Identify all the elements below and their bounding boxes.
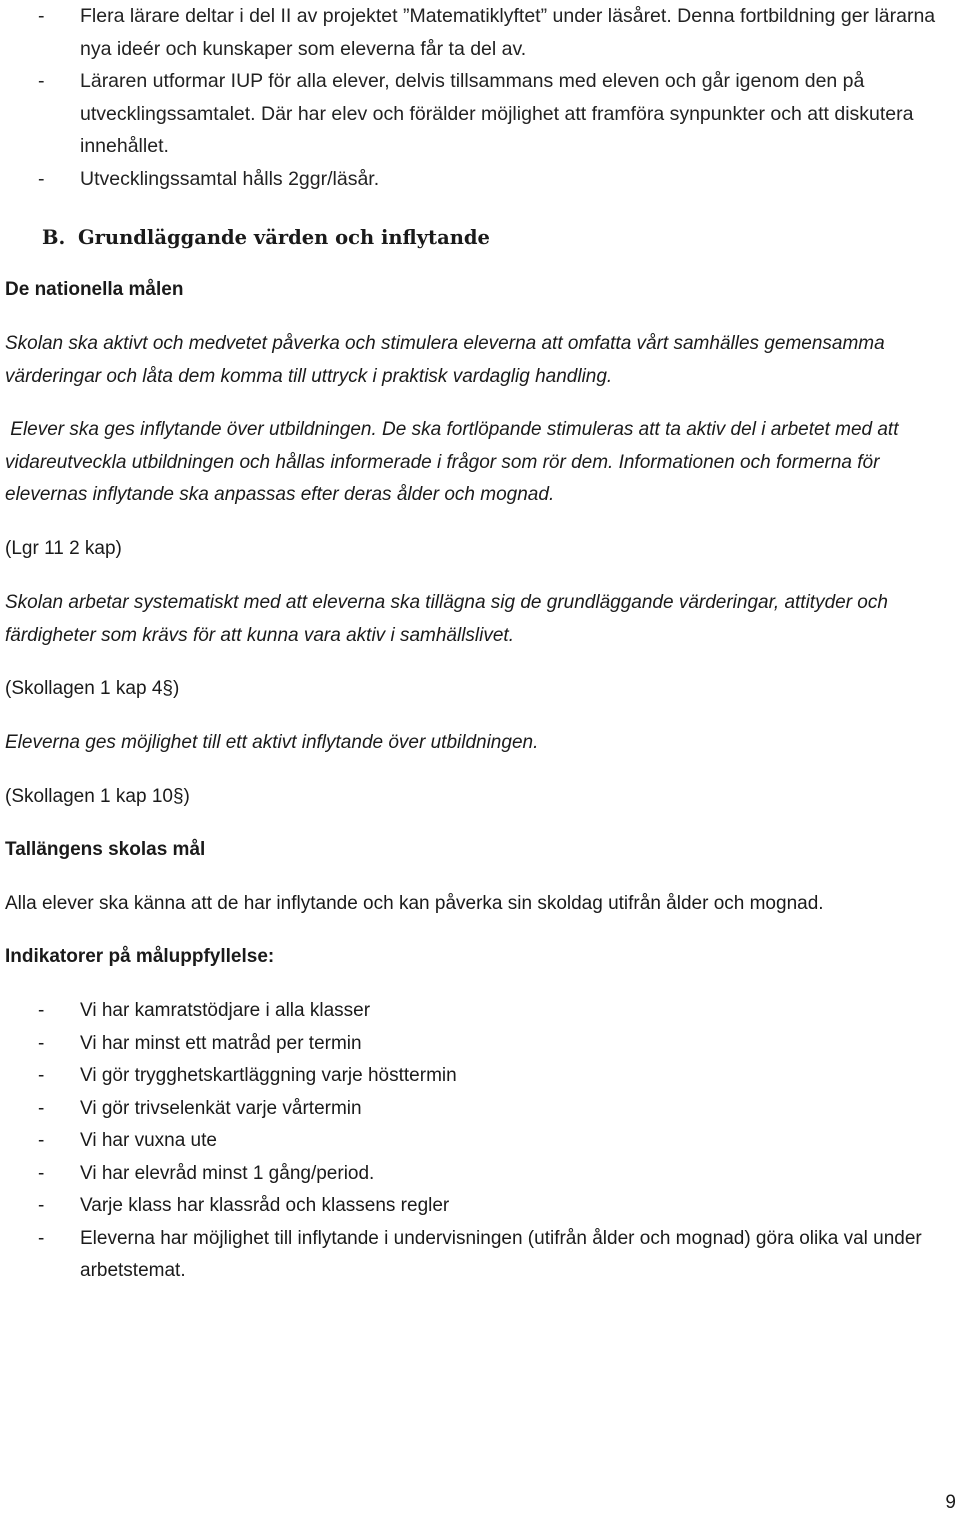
list-item-text: Vi gör trygghetskartläggning varje hösttermin: [80, 1065, 457, 1086]
reference-lgr11: (Lgr 11 2 kap): [5, 538, 122, 559]
page-number: 9: [945, 1492, 956, 1513]
list-item-text: Flera lärare deltar i del II av projektet ”Matematiklyftet” under läsåret. Denna fortbildning ger lärarna nya ideér och kunskaper som eleverna får ta del av.: [80, 5, 936, 60]
list-item-text: Eleverna har möjlighet till inflytande i undervisningen (utifrån ålder och mognad) göra olika val under arbetstemat.: [80, 1227, 922, 1281]
paragraph-systematic: Skolan arbetar systematiskt med att eleverna ska tillägna sig de grundläggande värderingar, attityder och färdigheter som krävs för att kunna vara aktiv i samhällslivet.: [5, 592, 888, 646]
school-goal-text: Alla elever ska känna att de har inflytande och kan påverka sin skoldag utifrån ålder och mognad.: [5, 893, 824, 914]
list-marker: -: [38, 1195, 45, 1216]
national-goals-heading: De nationella målen: [5, 279, 184, 300]
list-item-text: Vi har kamratstödjare i alla klasser: [80, 1000, 371, 1021]
section-title: Grundläggande värden och inflytande: [78, 226, 490, 249]
indicators-heading: Indikatorer på måluppfyllelse:: [5, 946, 275, 967]
paragraph-influence: Elever ska ges inflytande över utbildningen. De ska fortlöpande stimuleras att ta aktiv del i arbetet med att vidareutveckla utbildningen och hållas informerade i frågor som rör dem. Informationen och formerna för elevernas inflytande ska anpassas efter deras ålder och mognad.: [5, 419, 904, 505]
list-item: [0, 65, 950, 163]
list-marker: -: [38, 1162, 45, 1184]
school-goals-heading: Tallängens skolas mål: [5, 839, 206, 860]
list-item-text: Vi gör trivselenkät varje vårtermin: [80, 1097, 362, 1119]
list-item-text: Vi har elevråd minst 1 gång/period.: [80, 1162, 375, 1184]
list-marker: -: [38, 167, 45, 190]
list-item: [0, 1190, 950, 1223]
section-letter: B.: [42, 226, 66, 249]
paragraph-values: Skolan ska aktivt och medvetet påverka och stimulera eleverna att omfatta vårt samhälles gemensamma värderingar och låta dem komma till uttryck i praktisk vardaglig handling.: [5, 333, 885, 387]
list-item-text: Varje klass har klassråd och klassens regler: [80, 1195, 450, 1216]
list-marker: -: [38, 70, 45, 92]
paragraph-active-influence: Eleverna ges möjlighet till ett aktivt inflytande över utbildningen.: [5, 732, 539, 753]
list-marker: -: [38, 1130, 45, 1151]
list-marker: -: [38, 5, 45, 27]
list-item: [0, 1125, 950, 1158]
list-item-text: Vi har minst ett matråd per termin: [80, 1032, 362, 1054]
list-marker: -: [38, 1227, 45, 1249]
list-item: [0, 1060, 950, 1093]
list-item-text: Läraren utformar IUP för alla elever, delvis tillsammans med eleven och går igenom den på utvecklingssamtalet. Där har elev och förälder möjlighet att framföra synpunkter och att diskutera innehållet.: [80, 70, 914, 157]
top-bullet-list: [0, 0, 950, 195]
list-item: [0, 995, 950, 1028]
list-item-text: Utvecklingssamtal hålls 2ggr/läsår.: [80, 167, 380, 190]
list-item: [0, 1028, 950, 1061]
section-heading: [42, 223, 490, 253]
reference-skollagen-10: (Skollagen 1 kap 10§): [5, 786, 190, 807]
list-item: [0, 163, 950, 196]
list-marker: -: [38, 1065, 45, 1086]
list-item: [0, 1093, 950, 1126]
list-item: [0, 1223, 950, 1288]
reference-skollagen-4: (Skollagen 1 kap 4§): [5, 678, 180, 699]
list-item-text: Vi har vuxna ute: [80, 1130, 217, 1151]
list-marker: -: [38, 1032, 45, 1054]
list-marker: -: [38, 1097, 45, 1119]
list-marker: -: [38, 1000, 45, 1021]
list-item: [0, 0, 950, 65]
indicators-list: [0, 995, 950, 1288]
list-item: [0, 1158, 950, 1191]
